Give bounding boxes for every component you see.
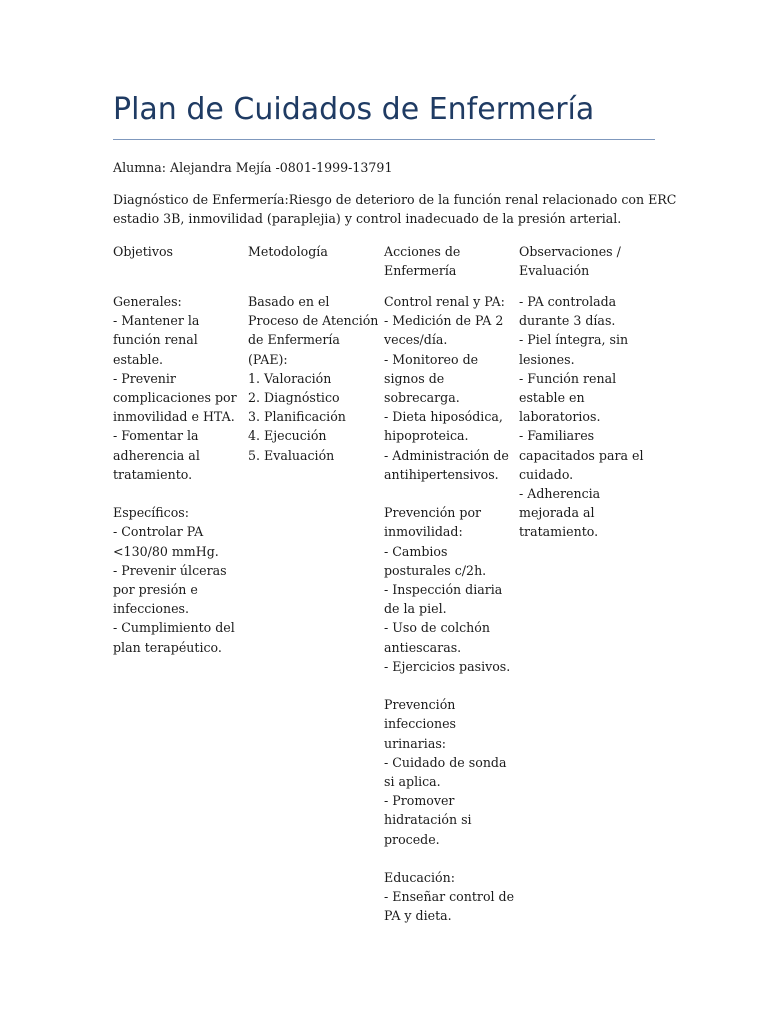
table-cell-line: Control renal y PA: (384, 294, 505, 309)
column-header-line: Acciones de (384, 244, 461, 259)
table-cell-line: - Administración de (384, 447, 509, 463)
column-header-line: Objetivos (113, 244, 173, 259)
table-cell-line: infecciones. (113, 601, 189, 617)
table-cell-line: posturales c/2h. (384, 562, 487, 578)
table-cell-line: - Monitoreo de (384, 351, 479, 367)
table-cell-line: lesiones. (519, 351, 575, 367)
table-cell-line: - Dieta hiposódica, (384, 409, 503, 425)
table-cell-line: hidratación si (384, 812, 472, 828)
nursing-actions-column (384, 242, 519, 926)
table-cell-line: Generales: (113, 294, 182, 309)
table-cell-line: - Cuidado de sonda (384, 754, 507, 770)
table-cell-line: Prevención por (384, 505, 482, 521)
table-cell-line: - Enseñar control de (384, 889, 515, 905)
table-cell-line: función renal (113, 332, 198, 348)
table-cell-line: 4. Ejecución (248, 428, 327, 444)
table-cell-line: PA y dieta. (384, 908, 452, 924)
table-cell-line: inmovilidad: (384, 524, 463, 540)
diagnosis-paragraph (113, 190, 677, 228)
column-header-line: Metodología (248, 244, 328, 259)
table-cell-line: de Enfermería (248, 332, 340, 348)
table-cell-line: sobrecarga. (384, 390, 460, 406)
table-cell-line: mejorada al (519, 505, 595, 521)
table-cell-line: - Controlar PA (113, 524, 204, 540)
table-cell-line: urinarias: (384, 735, 447, 751)
table-cell-line (384, 676, 513, 695)
table-cell-line: tratamiento. (519, 524, 599, 540)
table-cell-line: plan terapéutico. (113, 639, 222, 655)
table-cell-line: Educación: (384, 870, 455, 886)
table-cell-line: estable en (519, 390, 585, 406)
table-cell-line: - Piel íntegra, sin (519, 332, 629, 348)
table-cell-line: laboratorios. (519, 409, 601, 425)
column-body (384, 292, 513, 926)
table-cell-line: 2. Diagnóstico (248, 390, 340, 406)
table-cell-line: tratamiento. (113, 466, 193, 482)
table-cell-line: - Ejercicios pasivos. (384, 658, 511, 674)
table-cell-line: - Uso de colchón (384, 620, 490, 636)
column-body (248, 292, 378, 465)
table-cell-line: (PAE): (248, 351, 288, 367)
column-header-line: Enfermería (384, 263, 457, 279)
student-line: Alumna: Alejandra Mejía -0801-1999-13791 (113, 160, 393, 175)
table-cell-line: cuidado. (519, 466, 574, 482)
table-cell-line: Prevención (384, 697, 456, 713)
table-cell-line: signos de (384, 370, 445, 386)
table-cell-line: - Adherencia (519, 486, 601, 502)
table-cell-line: inmovilidad e HTA. (113, 409, 235, 425)
column-header (384, 242, 513, 292)
table-cell-line: - Función renal (519, 370, 617, 386)
table-cell-line: - Promover (384, 793, 455, 809)
table-cell-line: antiescaras. (384, 639, 462, 655)
table-cell-line: infecciones (384, 716, 456, 732)
table-cell-line: - Medición de PA 2 (384, 313, 504, 329)
table-cell-line: Proceso de Atención (248, 313, 379, 329)
table-cell-line: antihipertensivos. (384, 466, 499, 482)
table-cell-line (384, 484, 513, 503)
table-cell-line: veces/día. (384, 332, 448, 348)
table-cell-line: complicaciones por (113, 390, 237, 406)
table-cell-line: durante 3 días. (519, 313, 616, 329)
diagnosis-line: Diagnóstico de Enfermería:Riesgo de deterioro de la función renal relacionado con ERC (113, 192, 677, 207)
table-cell-line: - Cambios (384, 543, 448, 559)
column-header (519, 242, 649, 292)
column-body (519, 292, 649, 542)
care-plan-table (113, 242, 655, 926)
table-cell-line: - Mantener la (113, 313, 200, 329)
table-cell-line: si aplica. (384, 774, 441, 790)
column-body (113, 292, 242, 657)
table-cell-line: 1. Valoración (248, 370, 332, 386)
table-cell-line (384, 849, 513, 868)
table-cell-line: <130/80 mmHg. (113, 543, 219, 559)
table-cell-line: 3. Planificación (248, 409, 346, 425)
table-cell-line: procede. (384, 831, 440, 847)
table-cell-line: 5. Evaluación (248, 447, 335, 463)
table-cell-line: - Familiares (519, 428, 595, 444)
column-header (248, 242, 378, 292)
table-cell-line: - Fomentar la (113, 428, 199, 444)
table-cell-line: - PA controlada (519, 294, 617, 309)
table-cell-line: capacitados para el (519, 447, 644, 463)
table-cell-line: hipoproteica. (384, 428, 469, 444)
observations-column (519, 242, 655, 926)
title-underline (113, 139, 655, 140)
table-cell-line: adherencia al (113, 447, 200, 463)
column-header-line: Evaluación (519, 263, 590, 279)
document-title: Plan de Cuidados de Enfermería (113, 92, 595, 127)
table-cell-line: - Prevenir úlceras (113, 562, 227, 578)
table-cell-line: Específicos: (113, 505, 189, 521)
table-cell-line: - Cumplimiento del (113, 620, 235, 636)
table-cell-line: estable. (113, 351, 164, 367)
table-cell-line: de la piel. (384, 601, 447, 617)
table-cell-line (113, 484, 242, 503)
table-cell-line: Basado en el (248, 294, 330, 309)
methodology-column (248, 242, 384, 926)
table-cell-line: - Inspección diaria (384, 582, 503, 598)
diagnosis-line: estadio 3B, inmovilidad (paraplejia) y control inadecuado de la presión arterial. (113, 211, 622, 227)
column-header-line: Observaciones / (519, 244, 621, 259)
column-header (113, 242, 242, 292)
objectives-column (113, 242, 248, 926)
table-cell-line: por presión e (113, 582, 198, 598)
table-cell-line: - Prevenir (113, 370, 176, 386)
